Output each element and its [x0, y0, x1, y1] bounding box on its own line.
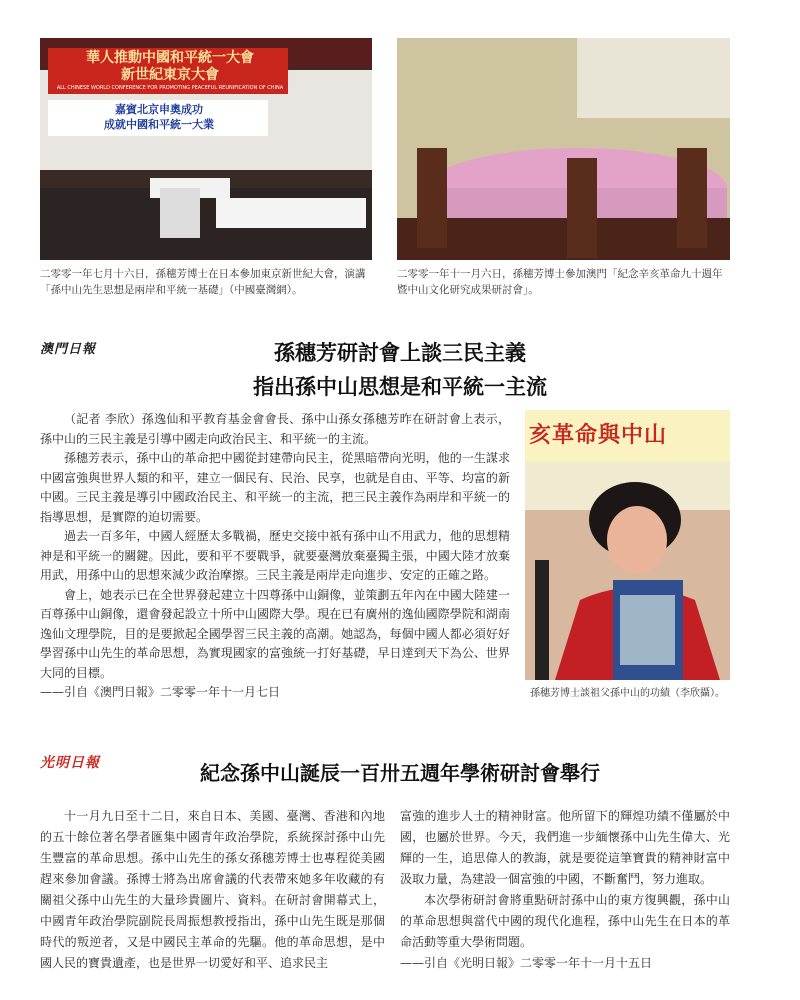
article2-column-1 [40, 806, 385, 974]
sun-suifang-photo [525, 410, 730, 680]
article1-source: ——引自《澳門日報》二零零一年十一月七日 [40, 685, 281, 699]
article2-paragraph: 本次學術研討會將重點研討孫中山的東方復興觀，孫中山的革命思想與當代中國的現代化進程，孫中山先生在日本的革命活動等重大學術問題。 [400, 893, 730, 949]
article2-column-2 [400, 806, 730, 974]
article1-paragraph: 會上，她表示已在全世界發起建立十四尊孫中山銅像，並策劃五年內在中國大陸建一百尊孫中山銅像，還會發起設立十所中山國際大學。現在已有廣州的逸仙國際學院和湖南逸仙文理學院，目的是要掀起全國學習三民主義的高潮。她認為，每個中國人都必須好好學習孫中山先生的革命思想，為實現國家的富強統一打好基礎，早日達到天下為公、世界大同的目標。 [40, 587, 510, 680]
left-photo-caption: 二零零一年七月十六日，孫穗芳博士在日本參加東京新世紀大會，演講「孫中山先生思想是兩岸和平統一基礎」（中國臺灣網）。 [40, 268, 366, 296]
right-photo-caption: 二零零一年十一月六日，孫穗芳博士參加澳門「紀念辛亥革命九十週年暨中山文化研究成果研討會」。 [397, 268, 723, 296]
article2-paragraph-continued: 富強的進步人士的精神財富。他所留下的輝煌功績不僅屬於中國，也屬於世界。今天，我們進一步緬懷孫中山先生偉大、光輝的一生，追思偉人的教誨，就是要從這筆寶貴的精神財富中汲取力量，為建設一個富強的中國，不斷奮鬥，努力進取。 [400, 809, 730, 886]
article1-body [40, 410, 510, 703]
article2-paragraph: 十一月九日至十二日，來自日本、美國、臺灣、香港和內地的五十餘位著名學者匯集中國青年政治學院，系統探討孫中山先生豐富的革命思想。孫中山先生的孫女孫穗芳博士也專程從美國趕來參加會議。孫博士將為出席會議的代表帶來她多年收藏的有關祖父孫中山先生的大量珍貴圖片、資料。在研討會開幕式上，中國青年政治學院副院長周振想教授指出，孫中山先生既是那個時代的叛逆者，又是中國民主革命的先驅。他的革命思想，是中國人民的寶貴遺產，也是世界一切愛好和平、追求民主 [40, 809, 385, 970]
banquet-photo-right [397, 38, 730, 260]
photo-banner-text: 亥革命與中山 [529, 423, 668, 448]
olympic-banner-text: 嘉賓北京申奧成功 成就中國和平統一大業 [104, 103, 214, 131]
macao-daily-masthead: 澳門日報 [40, 342, 97, 357]
article1-photo-caption: 孫穗芳博士談祖父孫中山的功績（李欣攝）。 [530, 688, 725, 699]
conference-photo-left [40, 38, 372, 260]
guangming-daily-masthead: 光明日報 [40, 755, 100, 771]
article1-paragraph: 孫穗芳表示，孫中山的革命把中國從封建帶向民主，從黑暗帶向光明，他的一生謀求中國富強與世界人類的和平，建立一個民有、民治、民享，也就是自由、平等、均富的新中國。三民主義是導引中國政治民主、和平統一的主流，把三民主義作為兩岸和平統一的指導思想，是實際的迫切需要。 [40, 451, 510, 524]
article1-title: 孫穗芳研討會上談三民主義 指出孫中山思想是和平統一主流 [253, 341, 547, 399]
article2-title: 紀念孫中山誕辰一百卅五週年學術研討會舉行 [200, 761, 600, 785]
article1-paragraph: 過去一百多年，中國人經歷太多戰禍，歷史交接中祇有孫中山不用武力，他的思想精神是和平統一的關鍵。因此，要和平不要戰爭，就要臺灣放棄臺獨主張，中國大陸才放棄用武，用孫中山的思想來減少政治摩擦。三民主義是兩岸走向進步、安定的正確之路。 [40, 529, 510, 582]
conference-banner-english: ALL CHINESE WORLD CONFERENCE FOR PROMOTING PEACEFUL REUNIFICATION OF CHINA [56, 85, 284, 91]
conference-banner-text: 華人推動中國和平統一大會 新世紀東京大會 [86, 50, 254, 83]
article2-source: ——引自《光明日報》二零零一年十一月十五日 [400, 956, 653, 970]
article1-paragraph: （記者 李欣）孫逸仙和平教育基金會會長、孫中山孫女孫穗芳昨在研討會上表示，孫中山的三民主義是引導中國走向政治民主、和平統一的主流。 [40, 412, 510, 446]
